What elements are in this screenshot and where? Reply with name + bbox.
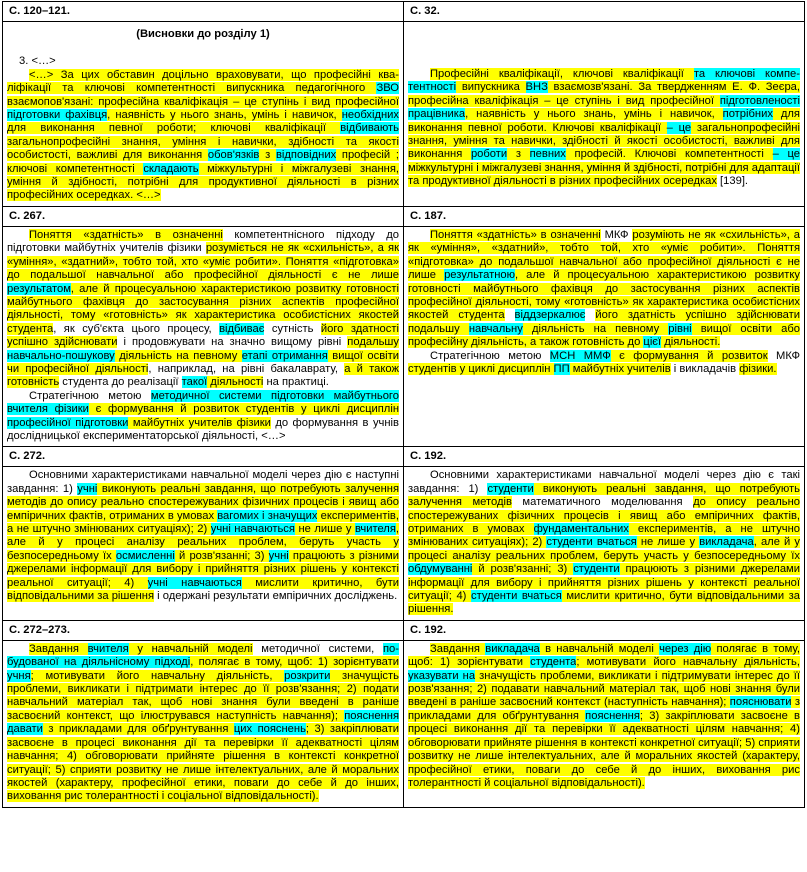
right-text-cell <box>404 226 805 447</box>
content-row <box>3 226 805 447</box>
highlight-cyan: пояснення давати <box>7 709 399 736</box>
highlight-cyan: необхідних <box>341 109 399 122</box>
highlight-yellow: в навчальній моделі <box>539 642 660 655</box>
paragraph <box>7 69 399 203</box>
highlight-cyan: студенти вчаться <box>546 536 637 549</box>
paragraph <box>408 643 800 790</box>
highlight-cyan: роботи <box>470 148 508 161</box>
highlight-yellow: , наявність у нього знань, умінь і навичок, <box>107 109 342 122</box>
highlight-cyan: учні навчаються <box>147 576 242 589</box>
text-run: і продовжувати на значно вищому рівні <box>117 336 348 349</box>
highlight-yellow: вищої освіти або професійну діяльність, а також готовність до <box>408 322 800 349</box>
highlight-yellow: Завдання <box>430 642 486 655</box>
highlight-cyan: – це <box>772 148 800 161</box>
highlight-yellow: взаємозв'язані. За твердженням Е. Ф. Зеєра, професійна кваліфікація – це ступінь і вид професійної <box>408 81 800 107</box>
left-text-cell <box>3 467 404 620</box>
highlight-yellow: Професійні кваліфікації, ключові кваліфікації <box>430 68 694 80</box>
highlight-yellow: майбутніх учителів фізики <box>128 416 271 429</box>
highlight-yellow: , наявність у нього знань, умінь і навичок, <box>465 108 723 121</box>
highlight-cyan: відповідних <box>275 149 337 162</box>
left-page-ref: С. 272–273. <box>3 620 404 640</box>
text-run: і одержані результати емпіричних досліджень. <box>154 590 398 603</box>
highlight-yellow: міжкультурні і міжгалузеві знання, уміння й здібності, потрібні для продуктивної діяльності в різних професійних осередках. <…> <box>7 162 400 202</box>
highlight-cyan: указувати на <box>408 669 476 682</box>
highlight-yellow: фізики. <box>739 362 777 375</box>
highlight-yellow: виконують реальні завдання, що потребують залучення методів до опису реально спостережуваних фізичних процесів і явищ або емпіричних фактів, отриманих в умовах <box>7 482 400 522</box>
highlight-cyan: певних <box>529 148 566 161</box>
highlight-cyan: такої <box>181 376 208 389</box>
highlight-cyan: побудованої на діяльнісному підході <box>7 642 399 669</box>
highlight-cyan: результатною <box>444 269 515 282</box>
left-page-ref: С. 267. <box>3 206 404 226</box>
highlight-yellow: вищої освіти чи професійної діяльності <box>7 349 400 375</box>
highlight-yellow: професій ; ключові компетентності <box>7 149 399 175</box>
paragraph <box>7 229 399 390</box>
header-row <box>3 447 805 467</box>
highlight-yellow: значущість проблеми, викликати і підтримувати інтерес до її розв'язання; 2) подавати навчальний матеріал так, щоб нові знання були введені в раніше засвоєний контекст (наступність навчання); <box>408 669 800 709</box>
paragraph <box>7 469 399 603</box>
paragraph <box>408 469 800 616</box>
highlight-cyan: вчителя <box>87 642 129 655</box>
highlight-yellow: виконують реальні завдання, що потребують залучення методів <box>408 482 800 509</box>
right-text-cell <box>404 640 805 807</box>
highlight-cyan: рівні <box>668 322 692 335</box>
highlight-yellow: ; 3) закріплювати засвоєне в процесі виконання дії та перевірки її адекватності цілям навчання; 4) обговорювати прийняте рішення в контексті конкретної ситуації; 5) сприяти розвитку не лише інтелектуальних, але й моральних якостей (характеру, професійної етики, поваги до себе й до інших, виховання рис толерантності і соціальної відповідальності). <box>7 723 399 803</box>
highlight-yellow: з <box>507 148 530 161</box>
header-row <box>3 2 805 22</box>
right-page-ref: С. 192. <box>404 447 805 467</box>
paragraph <box>7 390 399 444</box>
text-run: Стратегічною метою <box>430 349 550 362</box>
content-row <box>3 640 805 807</box>
paragraph <box>408 229 800 350</box>
highlight-cyan: викладача <box>485 642 540 655</box>
highlight-yellow: , полягає в тому, щоб: 1) зорієнтувати <box>190 656 399 669</box>
highlight-cyan: цих пояснень <box>233 723 306 736</box>
highlight-yellow: значущість проблеми, викликати і підтримати інтерес до її розв'язання; 2) подати навчальний матеріал так, щоб нові знання були введені в раніше засвоєний контекст, що ілюструвався наступність навчання); <box>7 669 399 722</box>
highlight-cyan: вчителя <box>354 523 396 535</box>
highlight-yellow: професій. Ключові компетентності <box>565 148 773 161</box>
highlight-cyan: та ключові компетентності <box>408 68 801 94</box>
highlight-yellow: полягає в тому, щоб: 1) зорієнтувати <box>408 642 800 669</box>
highlight-cyan: розкрити <box>284 669 331 682</box>
text-run: , наприклад, на рівні бакалаврату, <box>148 362 345 375</box>
content-row <box>3 467 805 620</box>
highlight-cyan: учні навчаються <box>210 523 295 535</box>
highlight-cyan: ВНЗ <box>525 81 548 94</box>
highlight-yellow: , але й у процесі аналізу реальних проблем, беруть участь у безпосередньому їх <box>408 536 801 562</box>
highlight-yellow: Завдання <box>29 642 88 655</box>
text-run: компетентнісного підходу до підготовки майбутніх учителів фізики <box>7 228 399 255</box>
highlight-cyan: цієї <box>643 336 662 349</box>
highlight-cyan: відбивають <box>340 122 399 135</box>
highlight-cyan: фундаментальних <box>533 523 629 535</box>
highlight-yellow: експериментів, а не штучно змінюваних ситуаціях); 2) <box>7 509 399 535</box>
highlight-yellow: , але й процесуальною характеристикою розвитку готовності майбутнього фахівця до застосування різних аспектів професійної діяльності, тому «готовність» як характеристика особистісних якостей студента <box>7 282 399 335</box>
paragraph <box>7 643 399 804</box>
paragraph <box>408 350 800 377</box>
highlight-yellow: не лише у <box>294 523 355 535</box>
left-text-cell <box>3 22 404 207</box>
highlight-cyan: потрібних <box>722 108 773 121</box>
highlight-yellow: є формування й розвиток студентів у циклі дисциплін <box>88 403 399 416</box>
highlight-yellow: для виконання певної роботи. Ключові кваліфікації <box>408 108 800 134</box>
highlight-yellow: діяльність на певному <box>522 322 669 335</box>
highlight-yellow: й розв'язанні; 3) <box>472 563 574 576</box>
highlight-yellow: діяльності. <box>661 336 721 349</box>
left-text-cell <box>3 640 404 807</box>
comparison-table-body <box>3 2 805 808</box>
highlight-cyan: учні <box>268 549 289 562</box>
highlight-yellow: з <box>259 149 276 162</box>
highlight-cyan: складають <box>143 162 199 175</box>
highlight-cyan: професійної підготовки <box>7 416 129 429</box>
right-text-cell <box>404 467 805 620</box>
content-row <box>3 22 805 207</box>
highlight-yellow: його здатність успішно здійснювати подальшу <box>408 309 801 335</box>
text-run: Стратегічною метою <box>29 389 151 402</box>
highlight-yellow: розуміється не як «схильність», а як «уміння», «здатний», тобто той, хто «уміє робити». Поняття «підготовка» до подальшої навчальної або професійної діяльності є не лише <box>7 242 399 282</box>
highlight-yellow: а й також готовність <box>7 362 399 389</box>
highlight-yellow: не лише у <box>636 536 700 549</box>
cell-spacer <box>408 24 800 68</box>
highlight-cyan: пояснення <box>585 709 640 722</box>
highlight-cyan: учня <box>7 669 31 682</box>
text-run: на практиці. <box>263 376 329 389</box>
highlight-cyan: відбиває <box>219 322 265 335</box>
highlight-yellow: є формування й розвиток <box>610 349 768 362</box>
highlight-yellow: майбутніх учителів <box>569 362 671 375</box>
highlight-yellow: студентів у циклі дисциплін <box>408 362 554 375</box>
highlight-yellow: мислити критично, бути відповідальними за рішення <box>7 576 399 603</box>
highlight-cyan: віддзеркалює <box>514 309 586 322</box>
highlight-yellow: випускника <box>456 81 526 94</box>
highlight-cyan: обов'язків <box>207 149 260 162</box>
highlight-cyan: вагомих і значущих <box>217 509 318 522</box>
highlight-cyan: навчально-пошукову <box>7 349 115 362</box>
right-page-ref: С. 32. <box>404 2 805 22</box>
left-page-ref: С. 272. <box>3 447 404 467</box>
highlight-yellow: діяльність на певному <box>114 349 242 362</box>
right-page-ref: С. 187. <box>404 206 805 226</box>
text-run: Основними характеристиками навчальної моделі через дію є наступні завдання: 1) <box>7 469 399 495</box>
right-page-ref: С. 192. <box>404 620 805 640</box>
highlight-yellow: для виконання певної роботи; ключові кваліфікації <box>7 122 341 135</box>
paragraph <box>408 68 800 189</box>
highlight-cyan: ЗВО <box>376 82 399 95</box>
highlight-yellow: міжкультурні і міжгалузеві знання, уміння й здібності, потрібні для адаптації та продуктивної діяльності в різних професійних осередках <box>408 161 800 188</box>
highlight-yellow: з прикладами для обґрунтування <box>42 723 234 736</box>
highlight-cyan: студенти <box>573 563 620 576</box>
highlight-yellow: Поняття «здатність» в означенні <box>29 228 223 241</box>
highlight-cyan: учні <box>77 482 98 495</box>
highlight-yellow: до опису реально спостережуваних фізичних процесів і явищ або емпіричних фактів, отриманих в умовах <box>408 496 800 535</box>
text-run: і викладачів <box>670 362 740 375</box>
text-run: студента до реалізації <box>59 376 182 389</box>
text-run: , як суб'єкта цього процесу, <box>53 322 220 335</box>
highlight-yellow: діяльності <box>207 376 264 389</box>
highlight-yellow: працюють з різними джерелами інформації для вибору і прийняття різних рішень у контексті реальної ситуації; 4) <box>408 563 800 603</box>
highlight-yellow: ; мотивувати його навчальну діяльність, <box>30 669 285 682</box>
left-text-cell <box>3 226 404 447</box>
highlight-cyan: методичної системи підготовки майбутнього вчителя фізики <box>7 389 399 416</box>
right-text-cell <box>404 22 805 207</box>
highlight-yellow: працюють з різними джерелами інформації для вибору і прийняття різних рішень у контексті реальної ситуації; 4) <box>7 549 399 589</box>
highlight-cyan: результатом <box>7 282 71 295</box>
text-run: математичного моделювання <box>511 496 694 509</box>
highlight-cyan: студенти вчаться <box>470 590 562 603</box>
text-run: сутність <box>264 322 321 335</box>
highlight-cyan: обдумуванні <box>408 563 473 576</box>
highlight-cyan: студента <box>530 656 577 669</box>
highlight-yellow: загальнопрофесійні знання, уміння та навички, здібності й якості особистості, важливі для виконання <box>408 121 800 161</box>
highlight-cyan: підготовки фахівця <box>7 109 108 122</box>
highlight-cyan: студенти <box>487 482 534 495</box>
text-run: МКФ <box>600 228 633 241</box>
highlight-cyan: осмисленні <box>115 549 175 562</box>
highlight-yellow: загальнопрофесійні знання, уміння і навички, здібності та якості особистості, важливі для виконання <box>7 135 399 162</box>
highlight-yellow: ; 3) закріплювати засвоєне в процесі виконання дії та перевірки її адекватності цілям навчання; 4) обговорювати прийняте рішення в контексті конкретної ситуації; 5) сприяти розвитку не лише інтелектуальних, але й моральних якостей (характеру, професійної етики, поваги до себе й до інших, виховання рис толерантності й соціальної відповідальності). <box>408 709 800 789</box>
highlight-yellow: , але й у процесі аналізу реальних проблем, беруть участь у безпосередньому їх <box>7 523 399 562</box>
text-run <box>505 309 515 321</box>
highlight-cyan: ПП <box>553 362 570 375</box>
text-run: до формування в учнів дослідницької експериментаторської діяльності, <…> <box>7 416 399 442</box>
text-run <box>585 309 595 321</box>
highlight-cyan: підготовленості працівника <box>408 94 800 121</box>
left-page-ref: С. 120–121. <box>3 2 404 22</box>
highlight-yellow: його здатності успішно здійснювати <box>7 322 399 349</box>
text-run: [139]. <box>716 175 749 188</box>
highlight-cyan: через дію <box>659 642 712 655</box>
highlight-yellow: експериментів, а не штучно змінюваних ситуаціях); 2) <box>408 523 800 549</box>
highlight-cyan: – це <box>666 121 692 134</box>
section-title: (Висновки до розділу 1) <box>136 28 270 40</box>
numbered-line: 3. <…> <box>19 55 56 68</box>
highlight-yellow: з прикладами для обґрунтування <box>408 696 800 722</box>
highlight-yellow: Поняття «здатність» в означенні <box>430 228 601 241</box>
highlight-yellow: мислити критично, бути відповідальними за рішення. <box>408 590 800 616</box>
highlight-yellow: розуміють не як «схильність», а як «уміння», «здатний», тобто той, хто «уміє робити». Поняття «підготовка» до подальшої навчальної або професійної діяльності є не лише <box>408 228 800 282</box>
comparison-table <box>2 1 805 808</box>
highlight-cyan: етапі отримання <box>241 349 328 362</box>
highlight-yellow: ; мотивувати його навчальну діяльність, <box>576 656 800 669</box>
highlight-cyan: МСН ММФ <box>549 349 611 362</box>
highlight-yellow: <…> За цих обставин доцільно враховувати, що професійні кваліфікації та ключові компетентності випускника педагогічного <box>7 68 399 95</box>
highlight-yellow: у навчальній моделі <box>128 642 253 655</box>
highlight-yellow: подальшу <box>347 336 399 349</box>
highlight-cyan: пояснювати <box>729 696 792 709</box>
text-run: Основними характеристиками навчальної моделі через дію є такі завдання: 1) <box>408 469 800 495</box>
header-row <box>3 620 805 640</box>
highlight-cyan: викладача <box>699 536 754 549</box>
text-run: методичної системи, <box>252 642 383 655</box>
highlight-cyan: навчальну <box>468 322 523 335</box>
highlight-yellow: взаємопов'язані: професійна кваліфікація – це ступінь і вид професійної <box>7 95 399 108</box>
highlight-yellow: , але й процесуальною характеристикою розвитку готовності майбутнього фахівця до застосування різних аспектів професійної діяльності, тому «готовність» як характеристика особистісних якостей студента <box>408 269 800 322</box>
header-row <box>3 206 805 226</box>
text-run: МКФ <box>767 349 800 362</box>
highlight-yellow: й розв'язанні; 3) <box>174 549 269 562</box>
